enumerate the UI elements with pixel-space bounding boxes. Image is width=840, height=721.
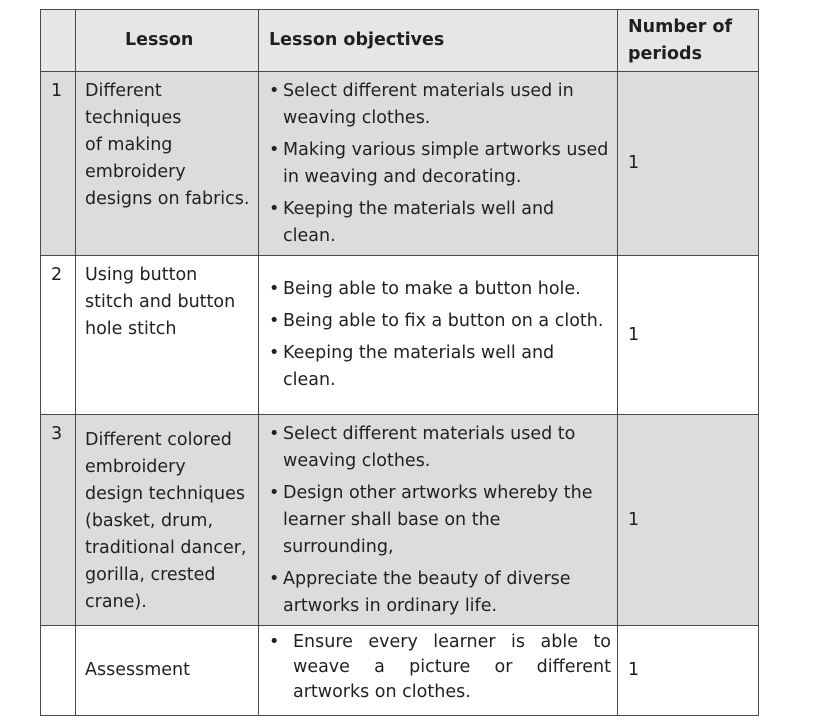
objective-item: • Keeping the materials well and clean. [259, 340, 611, 394]
objectives-cell [259, 72, 618, 256]
objective-item: • Making various simple artworks used in weaving and decorating. [259, 137, 611, 191]
objective-item: • Design other artworks whereby the learner shall base on the surrounding, [259, 480, 611, 561]
lesson-line: hole stitch [85, 319, 177, 339]
row-number [41, 626, 76, 716]
lesson-line: techniques [85, 108, 182, 128]
header-lesson-label: Lesson [125, 30, 194, 50]
row-number: 3 [41, 415, 76, 626]
lesson-line: gorilla, crested [85, 565, 216, 585]
header-number [41, 10, 76, 72]
lesson-line: embroidery [85, 162, 186, 182]
periods-cell: 1 [618, 626, 759, 716]
table-row [41, 72, 759, 256]
lesson-line: crane). [85, 592, 147, 612]
objective-item: • Being able to make a button hole. [259, 276, 611, 303]
lesson-cell [76, 256, 259, 415]
lesson-line: Using button [85, 265, 198, 285]
objective-item: • Keeping the materials well and clean. [259, 196, 611, 250]
row-number: 2 [41, 256, 76, 415]
lesson-line: (basket, drum, [85, 511, 214, 531]
header-periods-line1: Number of [628, 16, 733, 37]
lesson-line: stitch and button [85, 292, 236, 312]
lesson-line: Different [85, 81, 162, 101]
objective-item: • Select different materials used in weaving clothes. [259, 78, 611, 132]
objective-item: • Appreciate the beauty of diverse artworks in ordinary life. [259, 566, 611, 620]
objective-item: • Ensure every learner is able to weave a picture or different artworks on clothes. [259, 630, 611, 705]
table-row [41, 415, 759, 626]
header-periods [618, 10, 759, 72]
header-periods-line2: periods [628, 43, 702, 64]
lesson-cell [76, 415, 259, 626]
lesson-cell [76, 626, 259, 716]
lesson-line: Assessment [85, 660, 190, 680]
objectives-cell [259, 256, 618, 415]
objectives-cell [259, 415, 618, 626]
periods-cell: 1 [618, 256, 759, 415]
table-row [41, 626, 759, 716]
header-lesson [76, 10, 259, 72]
row-number: 1 [41, 72, 76, 256]
lesson-table [40, 9, 759, 716]
header-objectives [259, 10, 618, 72]
table-row [41, 256, 759, 415]
lesson-line: embroidery [85, 457, 186, 477]
lesson-line: of making [85, 135, 173, 155]
lesson-line: design techniques [85, 484, 245, 504]
header-row [41, 10, 759, 72]
periods-cell: 1 [618, 415, 759, 626]
objective-item: • Being able to fix a button on a cloth. [259, 308, 611, 335]
objective-item: • Select different materials used to weaving clothes. [259, 421, 611, 475]
header-objectives-label: Lesson objectives [269, 30, 445, 50]
lesson-cell [76, 72, 259, 256]
lesson-line: designs on fabrics. [85, 189, 250, 209]
lesson-line: Different colored [85, 430, 232, 450]
periods-cell: 1 [618, 72, 759, 256]
lesson-line: traditional dancer, [85, 538, 247, 558]
objectives-cell [259, 626, 618, 716]
